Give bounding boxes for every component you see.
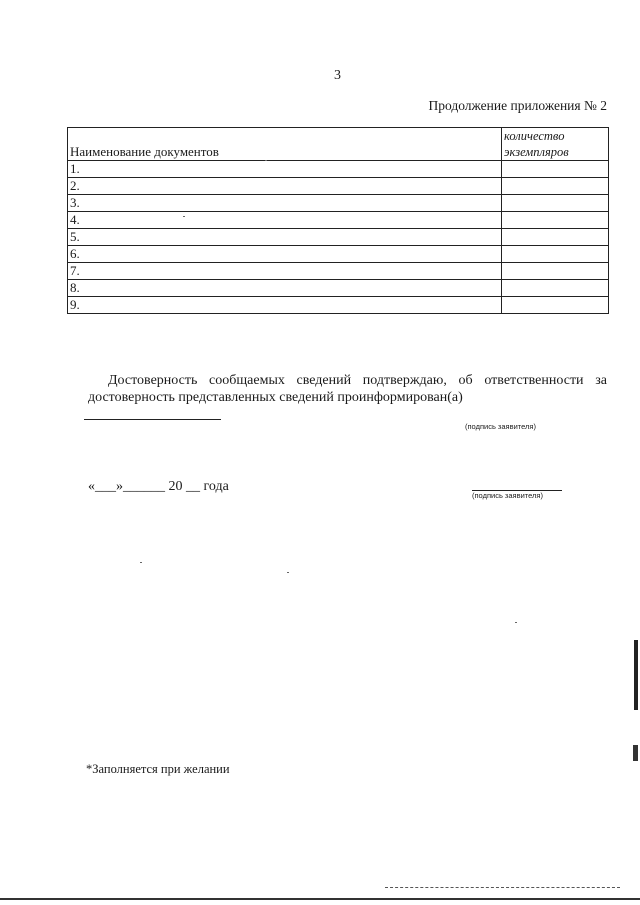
scan-artifact-bottom-edge [0,898,640,900]
header-copies-line2: экземпляров [504,145,569,159]
row-number: 5. [68,229,502,246]
scan-artifact-right-edge [634,640,638,710]
row-number: 6. [68,246,502,263]
header-copies-count [502,128,609,161]
row-number: 1. [68,161,502,178]
row-number: 7. [68,263,502,280]
copies-cell [502,280,609,297]
documents-table [67,127,609,314]
row-number: 3. [68,195,502,212]
scan-artifact-dashed-line [385,887,620,888]
header-document-name: Наименование документов [68,128,502,161]
table-row [68,246,609,263]
table-row [68,263,609,280]
header-copies-line1: количество [504,129,565,143]
table-row [68,161,609,178]
row-number: 2. [68,178,502,195]
copies-cell [502,297,609,314]
row-number: 4. [68,212,502,229]
copies-cell [502,195,609,212]
signature-caption-second: (подпись заявителя) [472,490,562,500]
scan-speck [287,572,289,573]
table-row [68,212,609,229]
scan-speck [140,562,142,563]
signature-line [84,419,221,420]
row-number: 8. [68,280,502,297]
copies-cell [502,161,609,178]
copies-cell [502,246,609,263]
table-row [68,195,609,212]
footnote: *Заполняется при желании [86,762,230,776]
confirmation-statement: Достоверность сообщаемых сведений подтверждаю, об ответственности за достоверность представленных сведений проинформирован(а) [88,373,607,405]
table-row [68,297,609,314]
date-line: «___»______ 20 __ года [88,479,229,494]
appendix-continuation-label: Продолжение приложения № 2 [428,98,607,113]
scan-speck [183,216,185,217]
scan-speck [515,622,517,623]
row-number: 9. [68,297,502,314]
scan-artifact-right-edge-mark [633,745,638,761]
table-row [68,178,609,195]
signature-caption: (подпись заявителя) [465,422,536,431]
table-row [68,280,609,297]
copies-cell [502,229,609,246]
page-number: 3 [334,68,341,83]
scan-speck [265,160,267,161]
table-row [68,229,609,246]
copies-cell [502,263,609,280]
copies-cell [502,212,609,229]
copies-cell [502,178,609,195]
